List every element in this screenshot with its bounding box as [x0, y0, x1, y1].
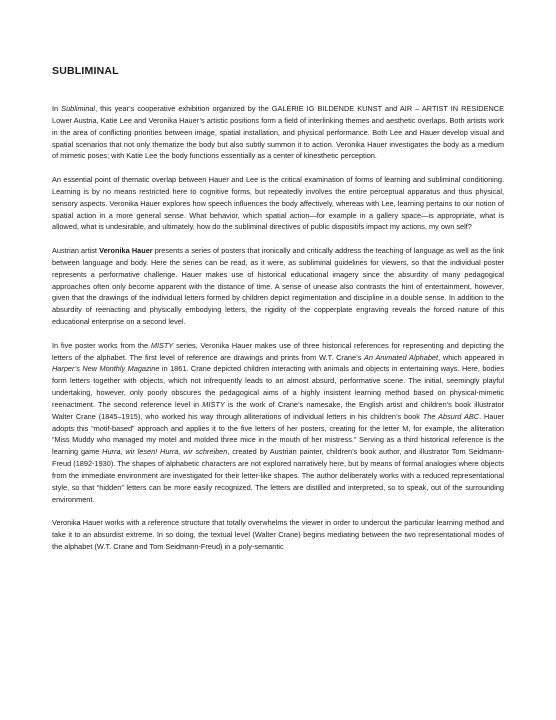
italic-text: Harper’s New Monthly Magazine: [52, 364, 160, 374]
body-paragraph: [52, 517, 504, 553]
text-run: , created by Austrian painter, children’s book author, and illustrator Tom Seidmann-Freud (1892-1930). The shapes of alphabetic characters are not explored narratively here, but by means of formal analogies where objects from the immediate environment are investigated for their letter-like shapes. The author deliberately works with a reduced representational style, so that “hidden” letters can be more easily recognized. The letters are distilled and interpreted, so to speak, out of the surrounding environment.: [52, 447, 504, 504]
text-run: , this year’s cooperative exhibition organized by the GALERIE IG BILDENDE KUNST and AIR – ARTIST IN RESIDENCE Lower Austria, Katie Lee and Veronika Hauer’s artistic positions form a field of interlinking themes and aesthetic overlaps. Both artists work in the area of conflicting priorities between image, spatial installation, and physical performance. Both Lee and Hauer develop visual and spatial scenarios that not only thematize the body but also subtly summon it to action. Veronika Hauer investigates the body as a medium of mimetic poses; with Katie Lee the body functions essentially as a center of kinesthetic perception.: [52, 104, 504, 161]
document-title: SUBLIMINAL: [52, 65, 119, 77]
italic-text: MISTY: [202, 399, 225, 409]
text-run: In five poster works from the: [52, 340, 151, 350]
text-run: , which appeared in: [438, 352, 504, 362]
italic-text: An Animated Alphabet: [364, 352, 439, 362]
italic-text: Hurra, wir lesen! Hurra, wir schreiben: [102, 447, 228, 457]
text-run: Veronika Hauer works with a reference structure that totally overwhelms the viewer in order to undercut the particular learning method and take it to an absurdist extreme. In so doing, the textual level (Walter Crane) begins mediating between the two representational modes of the alphabet (W.T. Crane and Tom Seidmann-Freud) in a poly-semantic: [52, 518, 504, 552]
body-paragraph: [52, 245, 504, 328]
body-paragraph: [52, 103, 504, 162]
text-run: Austrian artist: [52, 246, 100, 256]
italic-text: MISTY: [150, 340, 174, 350]
italic-text: The Absurd ABC: [422, 411, 480, 421]
text-run: . Hauer adopts this “motif-based” approach and applies it to the five letters of her posters, creating for the letter M, for example, the alliteration “Miss Muddy who managed my motel and molded three mice in the mouth of her mistress.” Serving as a third historical reference is the learning game: [52, 411, 504, 457]
italic-text: Subliminal: [61, 104, 96, 113]
document-body: [52, 103, 504, 553]
body-paragraph: [52, 174, 504, 233]
document-page: [52, 65, 504, 553]
text-run: series, Veronika Hauer makes use of three historical references for representing and depicting the letters of the alphabet. The first level of reference are drawings and prints from W.T. Crane’s: [52, 340, 504, 362]
body-paragraph: [52, 340, 504, 506]
bold-text: Veronika Hauer: [99, 246, 153, 256]
text-run: in 1861. Crane depicted children interacting with animals and objects in entertaining ways. Here, bodies form letters together with objects, which not infrequently leads to an almost absurd, performative scene. The initial, seemingly playful undertaking, however, only poorly obscures the pedagogical aims of a highly insistent learning method based on physical-mimetic reenactment. The second reference level in: [52, 364, 504, 409]
text-run: An essential point of thematic overlap between Hauer and Lee is the critical examination of forms of learning and subliminal conditioning. Learning is by no means restricted here to cognitive forms, but repeatedly involves the entire perceptual apparatus and thus physical, sensory aspects. Veronika Hauer explores how speech influences the body affectively, whereas with Lee, learning pertains to our notion of spatial action in a more general sense. What behavior, which spatial action—for example in a gallery space—is appropriate, what is allowed, what is undesirable, and ultimately, how do the subliminal directives of public dispositifs impact my actions, my own self?: [52, 175, 504, 232]
text-run: In: [52, 104, 62, 113]
text-run: presents a series of posters that ironically and critically address the teaching of language as well as the link between language and body. Here the series can be read, as it were, as subliminal guidelines for viewers, so that the individual poster represents a performative challenge. Hauer makes use of historical educational imagery since the absurdity of many pedagogical approaches often only become apparent with the distance of time. A sense of unease also contrasts the hint of entertainment, however, given that the drawings of the individual letters formed by children depict regimentation and discipline in a double sense. In addition to the absurdity of reenacting and physically embodying letters, the rigidity of the copperplate engraving reveals the forced nature of this educational enterprise on a second level.: [52, 246, 504, 327]
text-run: is the work of Crane’s namesake, the English artist and children’s book illustrator Walter Crane (1845–1915), who worked his way through alliterations of individual letters in his children’s book: [52, 399, 504, 421]
